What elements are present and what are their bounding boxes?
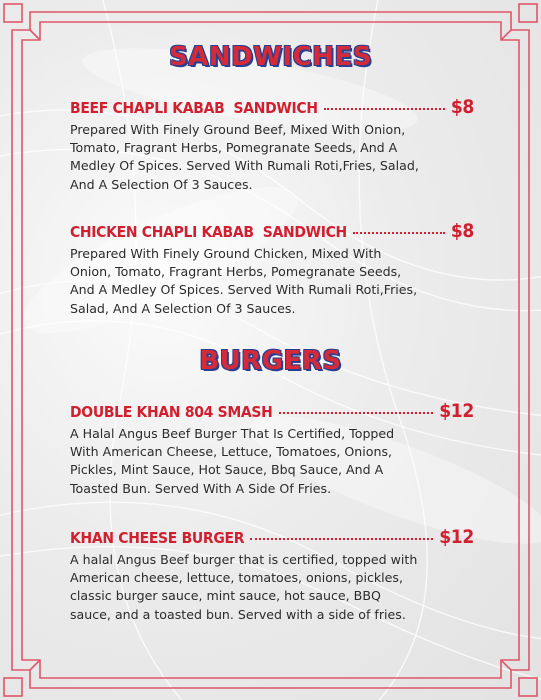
menu-item-description: A Halal Angus Beef Burger That Is Certified, Topped With American Cheese, Lettuce, Tomatoes, Onions, Pickles, Mint Sauce, Hot Sauce, Bbq Sauce, And A Toasted Bun. Served With A Side Of Fries. — [70, 426, 395, 496]
dot-leader — [324, 108, 445, 110]
dot-leader — [279, 412, 434, 414]
menu-item-name: CHICKEN CHAPLI KABAB SANDWICH — [70, 223, 347, 241]
menu-item-description: A halal Angus Beef burger that is certified, topped with American cheese, lettuce, tomatoes, onions, pickles, classic burger sauce, mint sauce, hot sauce, BBQ sauce, and a toasted bun. Served with a side of fries. — [70, 552, 418, 622]
menu-item-name: DOUBLE KHAN 804 SMASH — [70, 403, 273, 421]
menu-item-price: $12 — [439, 526, 474, 548]
menu-item-header — [70, 400, 474, 422]
menu-item-name: KHAN CHEESE BURGER — [70, 529, 245, 547]
menu-item — [70, 526, 474, 624]
menu-item — [70, 220, 474, 318]
menu-item-description: Prepared With Finely Ground Beef, Mixed With Onion, Tomato, Fragrant Herbs, Pomegranate Seeds, And A Medley Of Spices. Served With Rumali Roti,Fries, Salad, And A Selection Of 3 Sauces. — [70, 122, 419, 192]
menu-item-header — [70, 220, 474, 242]
dot-leader — [250, 538, 433, 540]
menu-item — [70, 96, 474, 194]
dot-leader — [353, 232, 445, 234]
menu-item-description: Prepared With Finely Ground Chicken, Mixed With Onion, Tomato, Fragrant Herbs, Pomegranate Seeds, And A Medley Of Spices. Served With Rumali Roti,Fries, Salad, And A Selection Of 3 Sauces. — [70, 246, 418, 316]
menu-item — [70, 400, 474, 498]
menu-item-price: $12 — [439, 400, 474, 422]
menu-item-price: $8 — [450, 96, 474, 118]
section-title-burgers: BURGERS — [199, 346, 342, 376]
menu-item-price: $8 — [450, 220, 474, 242]
menu-item-name: BEEF CHAPLI KABAB SANDWICH — [70, 99, 318, 117]
menu-item-header — [70, 526, 474, 548]
section-title-sandwiches: SANDWICHES — [169, 42, 372, 72]
menu-item-header — [70, 96, 474, 118]
